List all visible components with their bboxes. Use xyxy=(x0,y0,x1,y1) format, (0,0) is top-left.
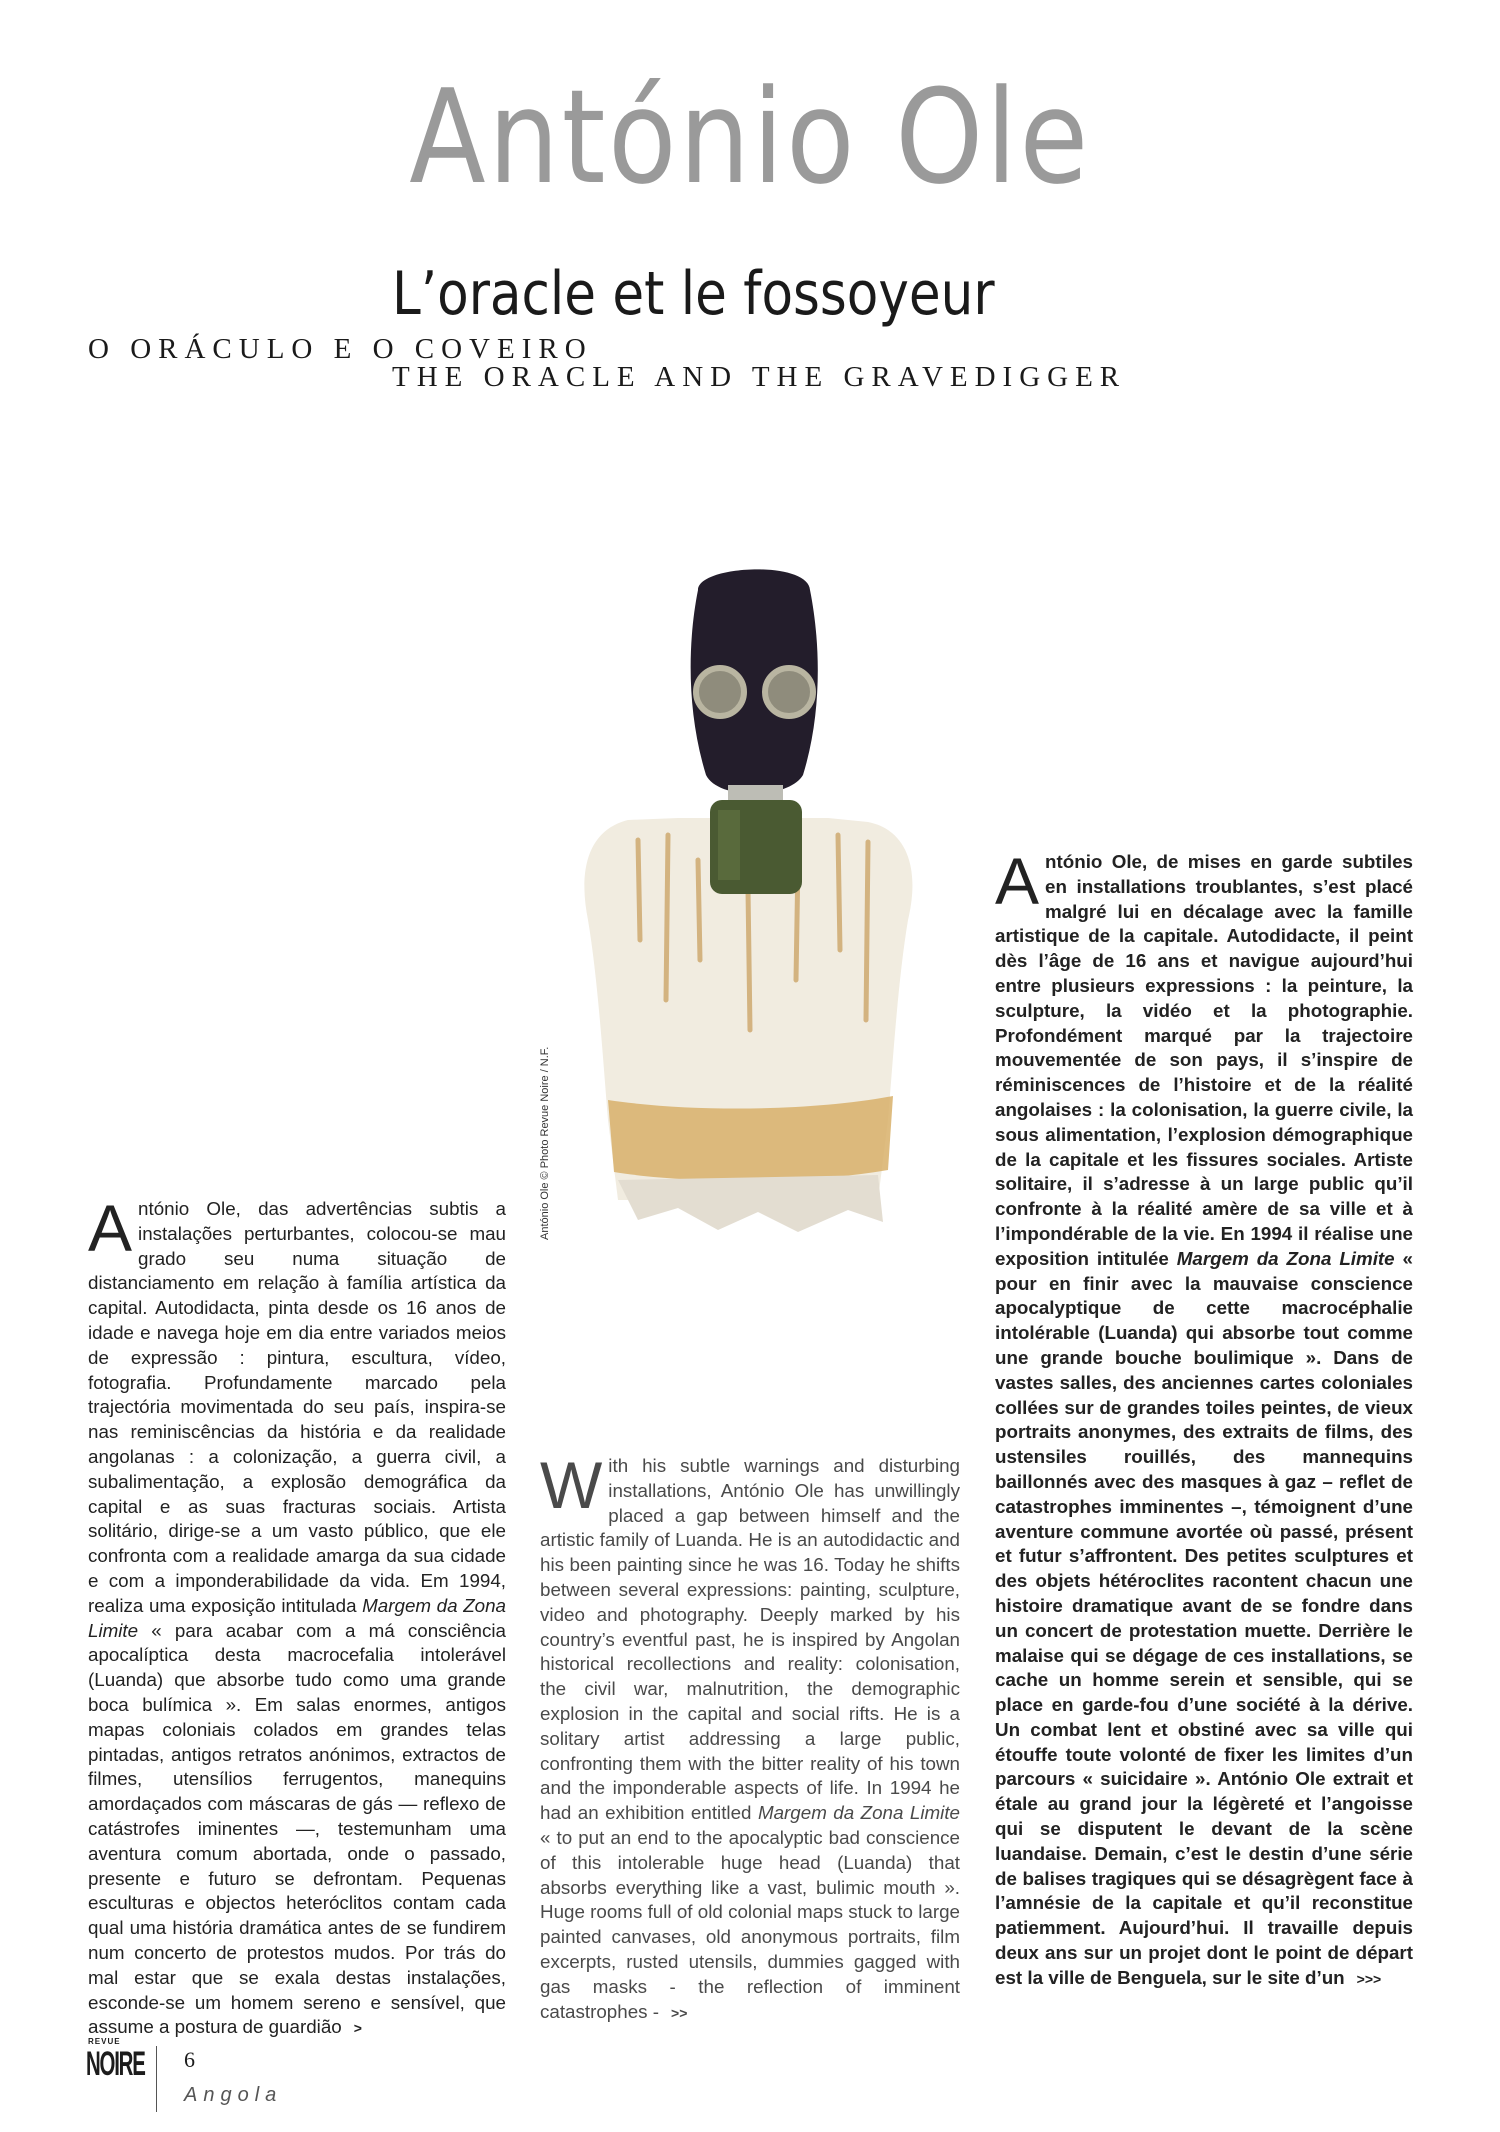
continue-arrow: >>> xyxy=(1356,1970,1382,1987)
article-column-french xyxy=(995,844,1413,1992)
body-text: ntónio Ole, de mises en garde subtiles en installations troublantes, s’est placé malgré lui en décalage avec la famille artistique de la capitale. Autodidacte, il peint dès l’âge de 16 ans et navigue aujourd’hui entre plusieurs expressions : la peinture, la sculpture, la vidéo et la photographie. Profondément marqué par la trajectoire mouvementée de son pays, il s’inspire de réminiscences de l’histoire et de la réalité angolaises : la colonisation, la guerre civile, la sous alimentation, l’explosion démographique de la capitale et les fissures sociales. Artiste solitaire, il s’adresse à un large public qu’il confronte à la réalité amère de sa ville et à l’impondérable de la vie. En 1994 il réalise une exposition intitulée xyxy=(995,851,1413,1269)
article-title: António Ole xyxy=(409,61,1091,213)
article-column-portuguese xyxy=(88,1191,507,2041)
footer-divider xyxy=(156,2046,157,2112)
subtitle-english: THE ORACLE AND THE GRAVEDIGGER xyxy=(392,361,1127,393)
gas-mask xyxy=(691,569,818,805)
drop-cap: W xyxy=(540,1448,603,1522)
photo-credit: António Ole © Photo Revue Noire / N.F. xyxy=(539,1046,551,1240)
continue-arrow: >> xyxy=(671,2004,688,2021)
gas-mask-filter xyxy=(710,800,802,894)
exhibition-title: Margem da Zona Limite xyxy=(757,1802,960,1824)
magazine-brand-top: REVUE xyxy=(88,2037,121,2046)
subtitle-portuguese: O ORÁCULO E O COVEIRO xyxy=(88,333,593,365)
body-text: « pour en finir avec la mauvaise conscience apocalyptique de cette macrocéphalie intolérable (Luanda) qui absorbe tout comme une grande bouche boulimique ». Dans de vastes salles, des anciennes cartes coloniales collées sur de grandes toiles peintes, de vieux portraits anonymes, des extraits de films, des ustensiles rouillés, des mannequins baillonnés avec des masques à gaz – reflet de catastrophes imminentes –, témoignent d’une aventure commune avortée où passé, présent et futur s’affrontent. Des petites sculptures et des objets hétéroclites racontent chacun une histoire dramatique avant de se fondre dans un concert de protestation muette. Derrière le malaise qui se dégage de ces installations, se cache un homme serein et sensible, qui se place en garde-fou d’une société à la dérive. Un combat lent et obstiné avec sa ville qui étouffe toute volonté de fixer les limites d’un parcours « suicidaire ». António Ole extrait et étale au grand jour la légèreté et l’angoisse qui se disputent le devant de la scène luandaise. Demain, c’est le destin d’une série de balises tragiques qui se désagrègent face à l’amnésie de la capitale et qu’il reconstitue patiemment. Aujourd’hui. Il travaille depuis deux ans sur un projet dont le point de départ est la ville de Benguela, sur le site d’un xyxy=(995,1247,1413,1988)
subtitle-french: L’oracle et le fossoyeur xyxy=(392,259,995,329)
drop-cap: A xyxy=(995,844,1040,918)
gas-mask-mannequin-photo xyxy=(548,560,958,1260)
body-text: « para acabar com a má consciência apocalíptica desta macrocefalia intolerável (Luanda) que absorbe tudo como uma grande boca bulímica ». Em salas enormes, antigos mapas coloniais colados em grandes telas pintadas, antigos retratos anónimos, extractos de filmes, utensílios ferrugentos, manequins amordaçados com máscaras de gás — reflexo de catástrofes iminentes —, testemunham uma aventura comum abortada, onde o passado, presente e futuro se defrontam. Pequenas esculturas e objectos heteróclitos contam cada qual uma história dramática antes de se fundirem num concerto de protestos mudos. Por trás do mal estar que se exala destas instalações, esconde-se um homem sereno e sensível, que assume a postura de guardião xyxy=(88,1619,507,2038)
exhibition-title: Margem da Zona Limite xyxy=(1176,1247,1395,1269)
drop-cap: A xyxy=(88,1191,133,1265)
exhibition-title: Margem da Zona Limite xyxy=(88,1594,506,1641)
section-name: Angola xyxy=(184,2084,283,2106)
magazine-logo: NOIRE xyxy=(86,2045,145,2083)
body-text: ith his subtle warnings and disturbing installations, António Ole has unwillingly placed a gap between himself and the artistic family of Luanda. He is an autodidactic and his been painting since he was 16. Today he shifts between several expressions: painting, sculpture, video and photography. Deeply marked by his country’s eventful past, he is inspired by Angolan historical recollections and reality: colonisation, the civil war, malnutrition, the demographic explosion in the capital and social rifts. He is a solitary artist addressing a large public, confronting them with the bitter reality of his town and the imponderable aspects of life. In 1994 he had an exhibition entitled xyxy=(540,1455,960,1824)
continue-arrow: > xyxy=(353,2020,362,2037)
article-column-english xyxy=(540,1448,960,2025)
body-text: ntónio Ole, das advertências subtis a instalações perturbantes, colocou-se mau grado seu numa situação de distanciamento em relação à família artística da capital. Autodidacta, pinta desde os 16 anos de idade e navega hoje em dia entre variados meios de expressão : pintura, escultura, vídeo, fotografia. Profundamente marcado pela trajectória movimentada do seu país, inspira-se nas reminiscências da história e da realidade angolanas : a colonização, a guerra civil, a subalimentação, a explosão demográfica da capital e as suas fracturas sociais. Artista solitário, dirige-se a um vasto público, que ele confronta com a realidade amarga da sua cidade e com a imponderabilidade da vida. Em 1994, realiza uma exposição intitulada xyxy=(88,1198,506,1616)
body-text: « to put an end to the apocalyptic bad conscience of this intolerable huge head (Luanda) that absorbs everything like a vast, bulimic mouth ». Huge rooms full of old colonial maps stuck to large painted canvases, old anonymous portraits, film excerpts, rusted utensils, dummies gagged with gas masks - the reflection of imminent catastrophes - xyxy=(540,1826,960,2022)
page-number: 6 xyxy=(184,2047,195,2072)
